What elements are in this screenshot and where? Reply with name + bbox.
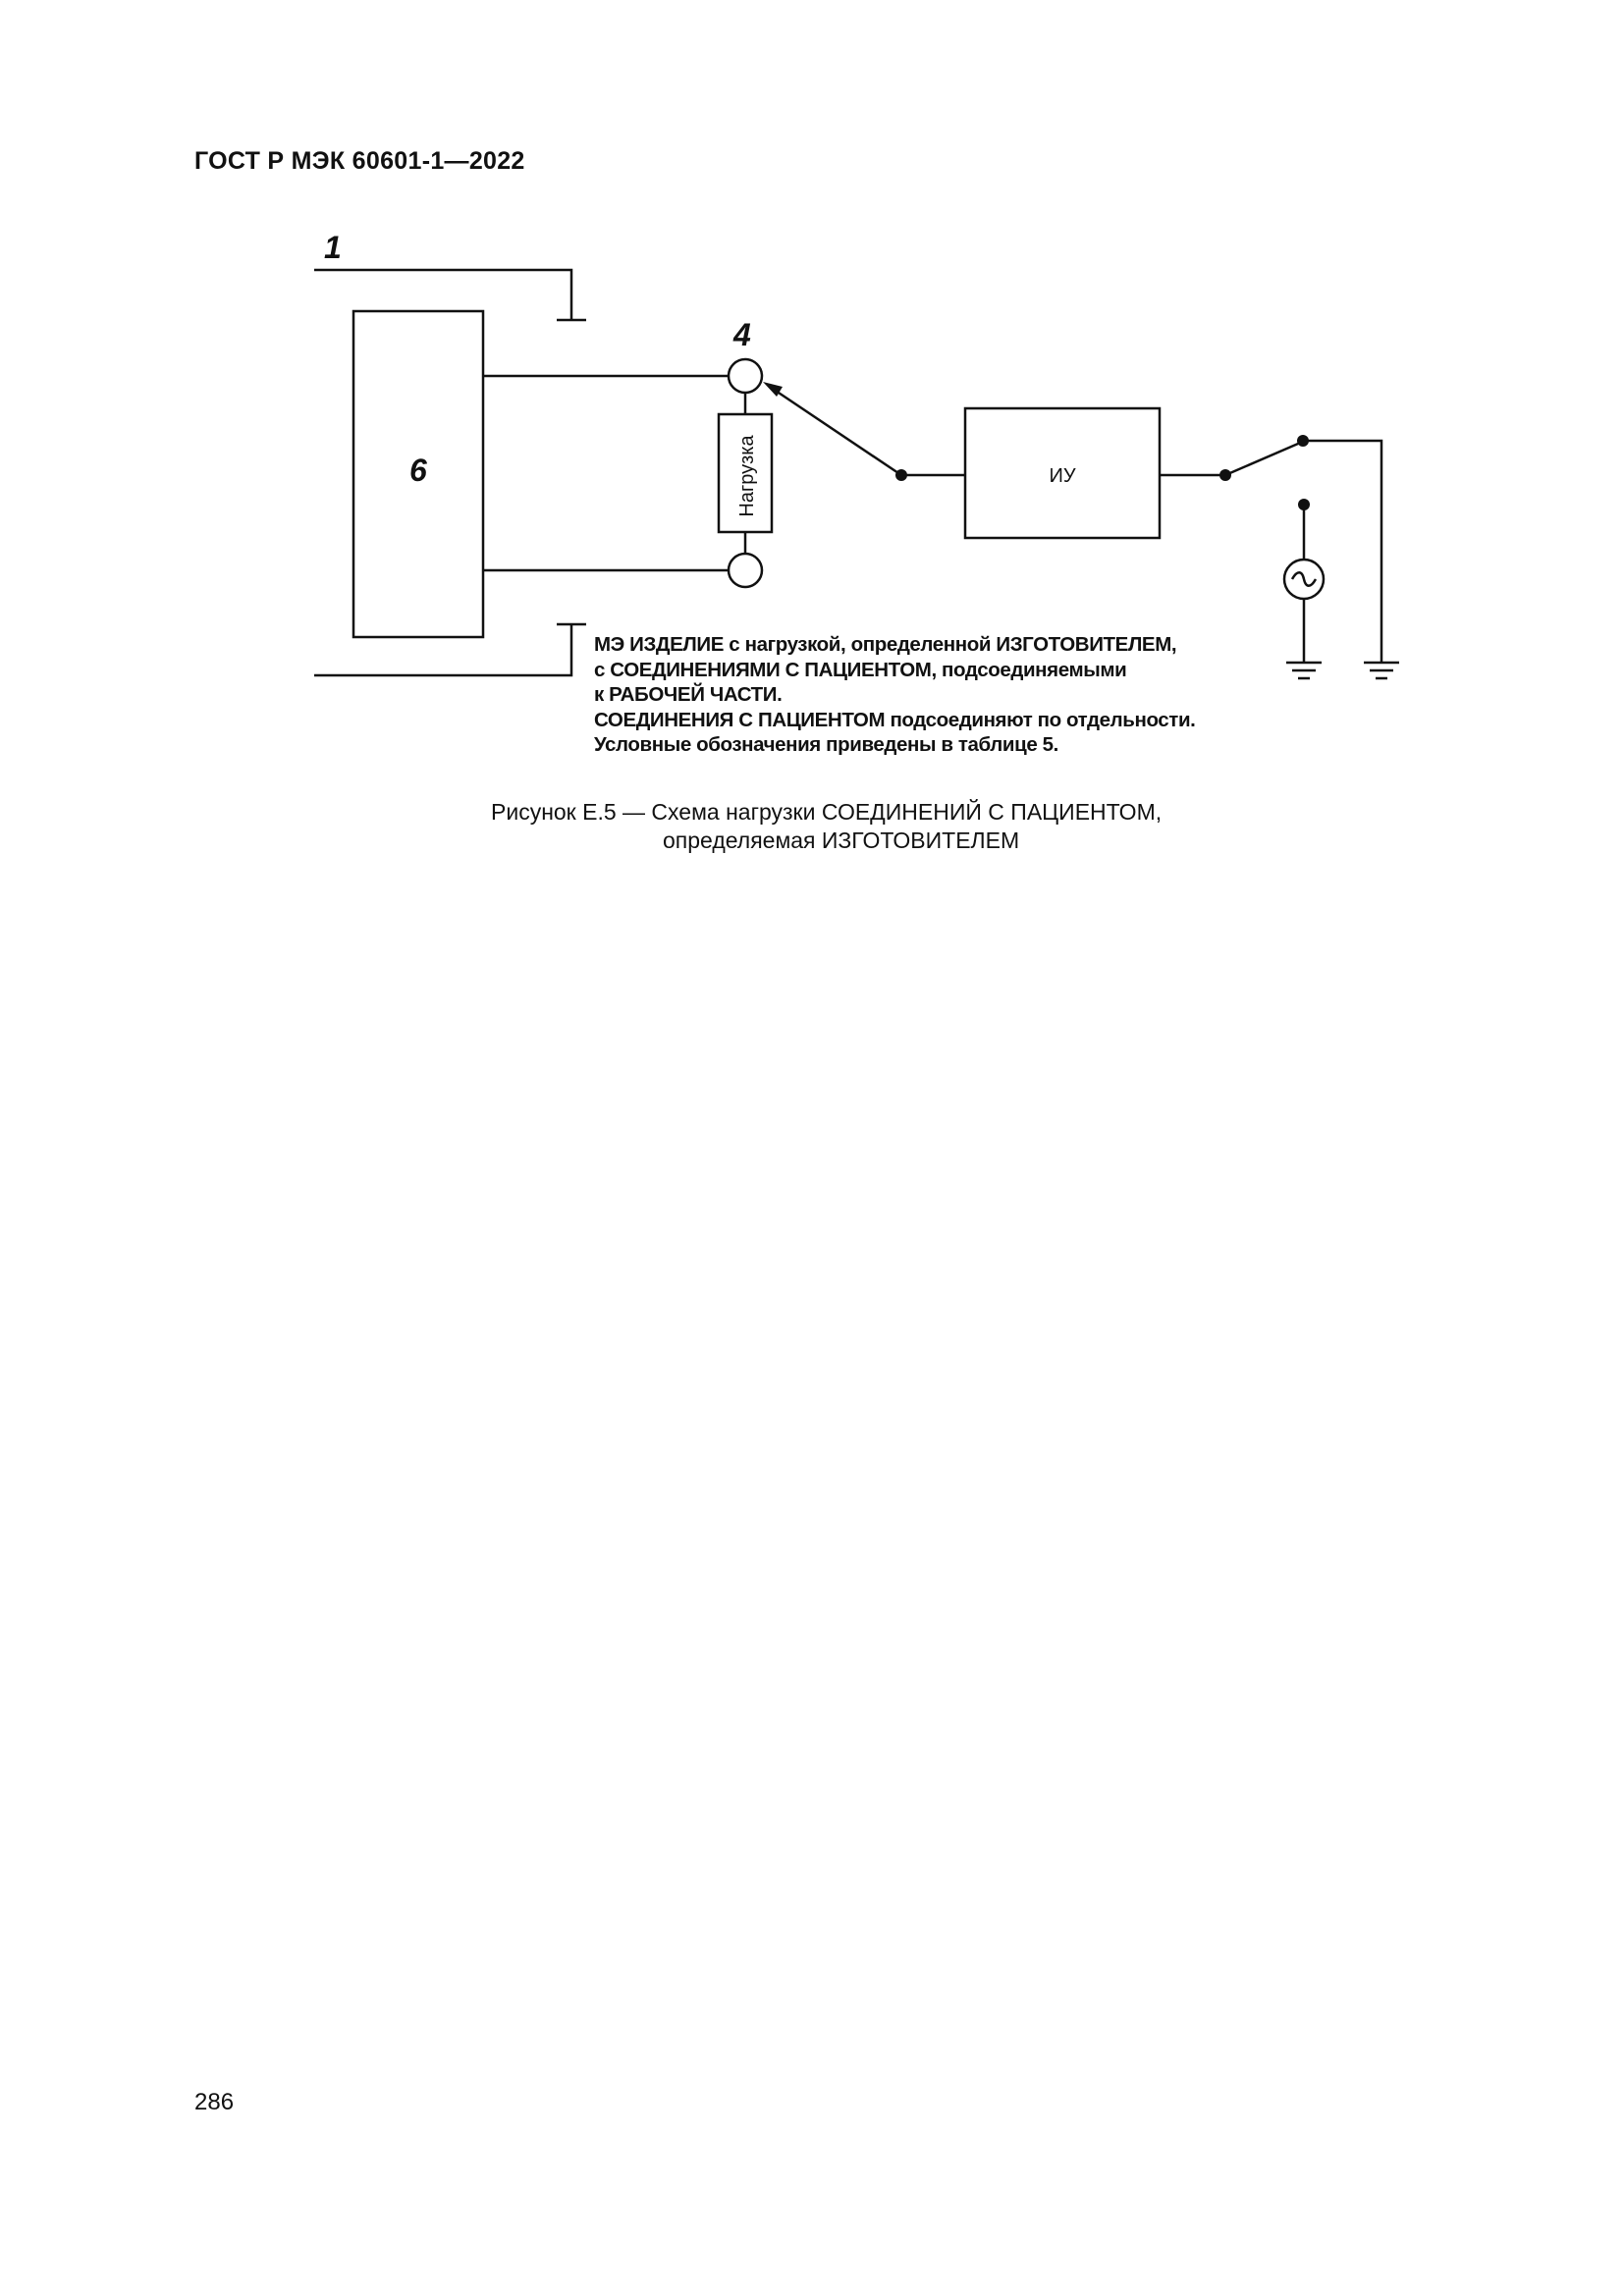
caption-line-1: Рисунок Е.5 — Схема нагрузки СОЕДИНЕНИЙ С ПАЦИЕНТОМ, — [491, 799, 1163, 825]
load-label: Нагрузка — [736, 435, 758, 517]
junction-dot-source — [1298, 499, 1310, 510]
note-line: СОЕДИНЕНИЯ С ПАЦИЕНТОМ подсоединяют по отдельности. — [594, 708, 1196, 731]
note-line: Условные обозначения приведены в таблице 5. — [594, 733, 1058, 756]
earth-symbol-right — [1364, 663, 1399, 678]
caption-line-2: определяемая ИЗГОТОВИТЕЛЕМ — [663, 828, 1020, 853]
terminal-bottom — [729, 554, 762, 587]
note-line: МЭ ИЗДЕЛИЕ с нагрузкой, определенной ИЗГОТОВИТЕЛЕМ, — [594, 633, 1177, 656]
output-switch-arm — [1225, 444, 1298, 475]
page-header-title: ГОСТ Р МЭК 60601-1—2022 — [194, 147, 525, 175]
junction-dot-selector — [895, 469, 907, 481]
junction-dot-switch-top — [1297, 435, 1309, 447]
note-line: к РАБОЧЕЙ ЧАСТИ. — [594, 683, 783, 706]
label-1: 1 — [324, 230, 342, 265]
selector-switch-arm — [770, 387, 901, 475]
label-6: 6 — [409, 453, 427, 488]
junction-dot-mu-output — [1219, 469, 1231, 481]
wire-to-earth-right — [1303, 441, 1381, 663]
page-number: 286 — [194, 2089, 235, 2115]
note-line: с СОЕДИНЕНИЯМИ С ПАЦИЕНТОМ, подсоединяемыми — [594, 658, 1127, 681]
ac-wave — [1292, 572, 1316, 586]
figure-note — [594, 632, 1195, 758]
mu-label: ИУ — [1049, 465, 1076, 487]
label-4: 4 — [733, 317, 751, 352]
earth-symbol-left — [1286, 663, 1322, 678]
figure-e5 — [0, 0, 1624, 883]
terminal-top — [729, 359, 762, 393]
